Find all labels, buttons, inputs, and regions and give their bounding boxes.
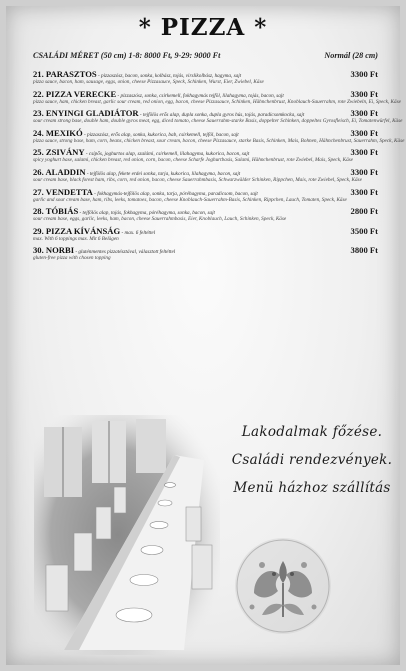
item-description: - gluténmentes pizzatésztával, választott feltéttel: [74, 249, 176, 256]
slogan-family-events: Családi rendezvények.: [231, 452, 393, 468]
slogan-delivery: Menü házhoz szállítás: [233, 480, 391, 496]
item-description: - csípős, joghurtos alap, szalámi, csirkemell, lilahagyma, kukorica, bacon, sajt: [84, 151, 250, 158]
item-price: 3300 Ft: [350, 186, 378, 197]
item-price: 3300 Ft: [350, 88, 378, 99]
menu-item: [33, 206, 378, 226]
normal-size-label: Normál (28 cm): [324, 51, 378, 60]
item-translation: gluten-free pizza with chosen topping: [33, 255, 111, 262]
item-description: - pizzaszósz, erős alap, sonka, kukorica, bab, csirkemell, tejföl, bacon, sajt: [82, 131, 239, 138]
menu-item: [33, 69, 378, 89]
item-name: 29. PIZZA KÍVÁNSÁG: [33, 225, 121, 236]
item-description: - tejfölös alap, fekete erdei sonka, tarja, kukorica, lilahagyma, bacon, sajt: [85, 170, 241, 177]
item-description: - pizzaszósz, sonka, csirkemell, fokhagymás tejföl, lilahagyma, tojás, bacon, sajt: [116, 92, 284, 99]
item-translation: pizza sauce, strong base, ham, corn, beans, chicken breast, sour cream, bacon, cheese Pizzasauce, starke Basis, Schinken, Mais, Bohnen, Hähnchenbrust, Sauerrahm, Speck, Käse: [33, 137, 405, 144]
menu-item: [33, 127, 405, 148]
item-price: 2800 Ft: [350, 206, 378, 217]
item-translation: sour cream strong base, double ham, double gyros meat, egg, diced tomato, cheese Sauerrahm-starke Basis, doppelter Schinken, doppeltes Gyrosfleisch, Ei, Tomatenwürfel, Käse: [33, 118, 403, 125]
item-name: 22. PIZZA VERECKE: [33, 88, 117, 99]
item-name: 30. NORBI: [33, 245, 75, 256]
banquet-table-photo: [34, 415, 220, 655]
item-price: 3500 Ft: [350, 225, 378, 236]
item-price: 3300 Ft: [350, 108, 378, 119]
item-description: - tejfölös erős alap, dupla sonka, dupla gyros hús, tojás, paradicsomkocka, sajt: [138, 112, 305, 119]
item-translation: sour cream base, eggs, garlic, leeks, ham, bacon, cheese Sauerrahmbasis, Eier, Knoblauch, Lauch, Schinken, Speck, Käse: [33, 216, 287, 223]
menu-item: [33, 226, 378, 246]
item-price: 3300 Ft: [350, 147, 378, 158]
item-description: - tejfölös alap, tojás, fokhagyma, póréhagyma, sonka, bacon, sajt: [78, 210, 215, 217]
item-translation: max. With 6 toppings max. Mit 6 Belägen: [33, 235, 119, 242]
item-translation: pizza sauce, ham, chicken breast, garlic sour cream, red onion, egg, bacon, cheese Pizzasauce, Schinken, Hähnchenbrust, Knoblauch-Sauerrahm, rote Zwiebeln, Ei, Speck, Käse: [33, 98, 401, 105]
item-price: 3300 Ft: [350, 166, 378, 177]
item-name: 28. TÓBIÁS: [33, 206, 79, 217]
menu-item: [33, 108, 403, 128]
item-name: 27. VENDETTA: [33, 186, 93, 197]
menu-item: [33, 147, 378, 167]
item-translation: sour cream base, black forest ham, ribs, corn, red onion, bacon, cheese Sauerrahmbasis, Schwarzwälder Schinken, Rippchen, Mais, rote Zwiebel, Speck, Käse: [33, 176, 362, 183]
item-name: 23. ENYINGI GLADIÁTOR: [33, 108, 139, 119]
item-name: 26. ALADDIN: [33, 166, 86, 177]
page-title: * PIZZA *: [138, 14, 268, 41]
menu-item: [33, 187, 378, 207]
menu-item: [33, 245, 378, 265]
item-description: - max. 6 feltéttel: [120, 229, 156, 236]
item-name: 25. ZSIVÁNY: [33, 147, 85, 158]
item-name: 24. MEXIKÓ: [33, 127, 83, 138]
family-size-label: CSALÁDI MÉRET (50 cm) 1-8: 8000 Ft, 9-29: 9000 Ft: [33, 51, 221, 60]
slogan-weddings: Lakodalmak főzése.: [241, 424, 383, 440]
pizza-menu-list: [33, 69, 405, 265]
menu-item: [33, 167, 378, 187]
item-translation: spicy yoghurt base, salami, chicken breast, red onion, corn, bacon, cheese Scharfe Joghurtbasis, Salami, Hähnchenbrust, rote Zwiebel, Mais, Speck, Käse: [33, 157, 353, 164]
item-price: 3300 Ft: [350, 127, 378, 138]
item-description: - pizzaszósz, bacon, sonka, kolbász, tojás, virslikolbász, hagyma, sajt: [96, 73, 242, 79]
item-price: 3300 Ft: [350, 69, 378, 79]
menu-item: [33, 88, 401, 109]
item-price: 3800 Ft: [350, 245, 378, 256]
item-description: - fokhagymás-tejfölös alap, sonka, tarja, póréhagyma, paradicsom, bacon, sajt: [92, 190, 258, 197]
item-translation: garlic and sour cream base, ham, ribs, leeks, tomatoes, bacon, cheese Knoblauch-Sauerrahm-Basis, Schinken, Rippchen, Lauch, Tomaten, Speck, Käse: [33, 196, 347, 203]
folk-bird-ornament-icon: [232, 535, 334, 637]
item-name: 21. PARASZTOS: [33, 69, 97, 79]
item-translation: pizza sauce, bacon, ham, sausage, eggs, onion, cheese Pizzasauce, Speck, Schinken, Wurst, Eier, Zwiebel, Käse: [33, 79, 264, 85]
